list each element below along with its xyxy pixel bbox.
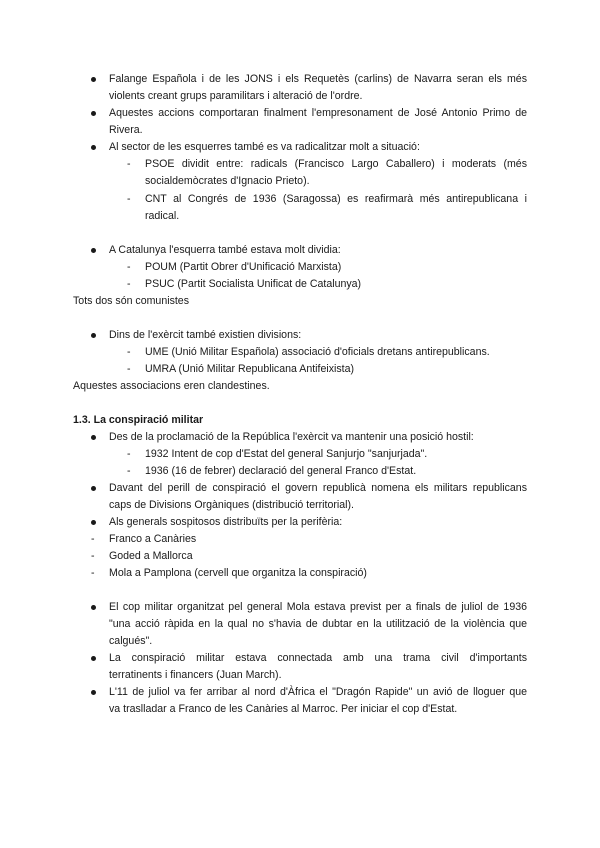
bullet-3-sub-1-line-2: socialdemòcrates d'Ignacio Prieto). — [145, 175, 310, 187]
sub-dash: - — [127, 193, 131, 205]
sub-dash: - — [127, 363, 131, 375]
bullet-11-line-1: L'11 de juliol va fer arribar al nord d'Àfrica el "Dragón Rapide" un avió de lloguer que — [109, 686, 527, 698]
bullet-icon — [91, 520, 96, 525]
bullet-6-sub-2: 1936 (16 de febrer) declaració del general Franco d'Estat. — [145, 465, 417, 477]
sub-dash: - — [127, 261, 131, 273]
sub-dash: - — [127, 158, 131, 170]
bullet-icon — [91, 111, 96, 116]
bullet-6-text: Des de la proclamació de la República l'exèrcit va mantenir una posició hostil: — [109, 431, 474, 443]
bullet-9-line-1: El cop militar organitzat pel general Mola estava previst per a finals de juliol de 1936 — [109, 601, 527, 613]
sub-dash: - — [127, 465, 131, 477]
bullet-5-sub-2: UMRA (Unió Militar Republicana Antifeixista) — [145, 363, 355, 375]
bullet-icon — [91, 690, 96, 695]
bullet-2-line-2: Rivera. — [109, 124, 143, 136]
bullet-3-text: Al sector de les esquerres també es va radicalitzar molt a situació: — [109, 141, 420, 153]
bullet-icon — [91, 248, 96, 253]
bullet-10-line-1: La conspiració militar estava connectada amb una trama civil d'importants — [109, 652, 527, 664]
bullet-1-line-2: violents creant grups paramilitars i alteració de l'ordre. — [109, 90, 363, 102]
list-dash: - — [91, 550, 95, 562]
bullet-5-sub-1: UME (Unió Militar Española) associació d'oficials dretans antirepublicans. — [145, 346, 490, 358]
bullet-11-line-2: va traslladar a Franco de les Canàries al Marroc. Per iniciar el cop d'Estat. — [109, 703, 458, 715]
paragraph-comunistes: Tots dos són comunistes — [73, 295, 189, 307]
bullet-icon — [91, 486, 96, 491]
bullet-7-line-1: Davant del perill de conspiració el govern republicà nomena els militars republicans — [109, 482, 527, 494]
sub-dash: - — [127, 448, 131, 460]
bullet-icon — [91, 77, 96, 82]
section-heading: 1.3. La conspiració militar — [73, 414, 204, 426]
bullet-icon — [91, 605, 96, 610]
dash-item-goded: Goded a Mallorca — [109, 550, 193, 562]
bullet-3-sub-1-line-1: PSOE dividit entre: radicals (Francisco Largo Caballero) i moderats (més — [145, 158, 527, 170]
bullet-9-line-3: calgués". — [109, 635, 153, 647]
bullet-icon — [91, 145, 96, 150]
bullet-2-line-1: Aquestes accions comportaran finalment l'empresonament de José Antonio Primo de — [109, 107, 527, 119]
bullet-icon — [91, 333, 96, 338]
list-dash: - — [91, 567, 95, 579]
bullet-10-line-2: terratinents i financers (Juan March). — [109, 669, 282, 681]
sub-dash: - — [127, 346, 131, 358]
dash-item-franco: Franco a Canàries — [109, 533, 197, 545]
bullet-9-line-2: "una acció ràpida en la qual no s'havia de dubtar en la utilització de la violència que — [109, 618, 527, 630]
sub-dash: - — [127, 278, 131, 290]
bullet-4-sub-2: PSUC (Partit Socialista Unificat de Catalunya) — [145, 278, 362, 290]
bullet-8-text: Als generals sospitosos distribuïts per la perifèria: — [109, 516, 343, 528]
bullet-4-sub-1: POUM (Partit Obrer d'Unificació Marxista) — [145, 261, 342, 273]
bullet-6-sub-1: 1932 Intent de cop d'Estat del general Sanjurjo "sanjurjada". — [145, 448, 428, 460]
list-dash: - — [91, 533, 95, 545]
bullet-7-line-2: caps de Divisions Orgàniques (distribució territorial). — [109, 499, 354, 511]
bullet-icon — [91, 435, 96, 440]
bullet-icon — [91, 656, 96, 661]
bullet-3-sub-2-line-1: CNT al Congrés de 1936 (Saragossa) es reafirmarà més antirepublicana i — [145, 193, 527, 205]
dash-item-mola: Mola a Pamplona (cervell que organitza la conspiració) — [109, 567, 367, 579]
bullet-4-text: A Catalunya l'esquerra també estava molt dividia: — [109, 244, 341, 256]
paragraph-clandestines: Aquestes associacions eren clandestines. — [73, 380, 270, 392]
bullet-3-sub-2-line-2: radical. — [145, 210, 180, 222]
bullet-5-text: Dins de l'exèrcit també existien divisions: — [109, 329, 302, 341]
bullet-1-line-1: Falange Española i de les JONS i els Requetès (carlins) de Navarra seran els més — [109, 73, 527, 85]
